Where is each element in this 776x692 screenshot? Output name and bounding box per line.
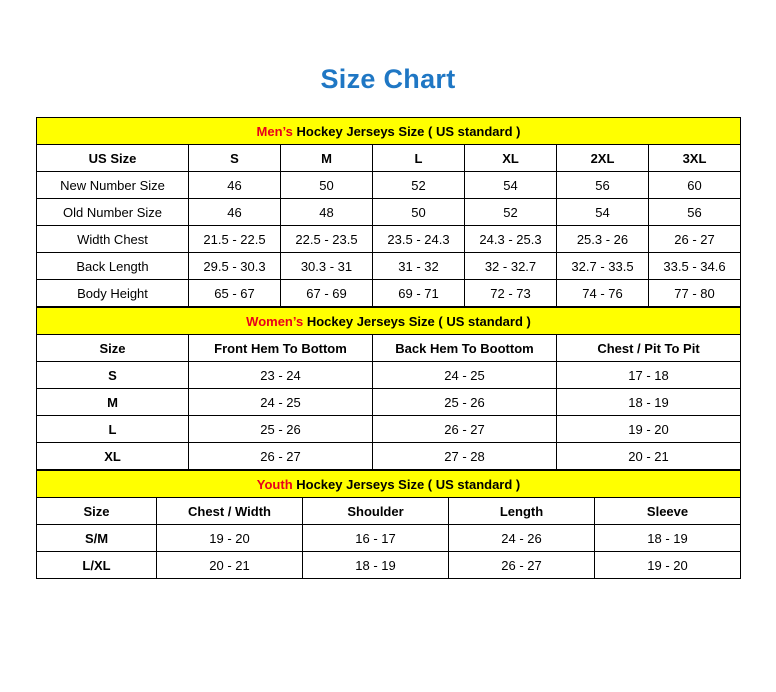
mens-r4-c4: 72 - 73 xyxy=(465,280,557,307)
mens-r4-c2: 67 - 69 xyxy=(281,280,373,307)
mens-r1-c1: 46 xyxy=(189,199,281,226)
mens-column-header-row xyxy=(37,145,741,172)
youth-header-rest: Hockey Jerseys Size ( US standard ) xyxy=(292,476,521,492)
mens-header-accent: Men’s xyxy=(256,123,293,139)
table-row xyxy=(37,552,741,579)
mens-r3-c4: 32 - 32.7 xyxy=(465,253,557,280)
mens-r2-c5: 25.3 - 26 xyxy=(557,226,649,253)
youth-col-2: Shoulder xyxy=(303,498,449,525)
womens-col-0: Size xyxy=(37,335,189,362)
mens-section-header-row xyxy=(37,118,741,145)
mens-r1-c2: 48 xyxy=(281,199,373,226)
womens-r1-c1: 24 - 25 xyxy=(189,389,373,416)
womens-size-table xyxy=(36,307,741,470)
womens-r2-c1: 25 - 26 xyxy=(189,416,373,443)
womens-r0-c2: 24 - 25 xyxy=(373,362,557,389)
table-row xyxy=(37,416,741,443)
mens-r3-c0: Back Length xyxy=(37,253,189,280)
youth-r1-c1: 20 - 21 xyxy=(157,552,303,579)
mens-r1-c3: 50 xyxy=(373,199,465,226)
mens-col-4: XL xyxy=(465,145,557,172)
mens-r1-c4: 52 xyxy=(465,199,557,226)
mens-col-5: 2XL xyxy=(557,145,649,172)
mens-section-header xyxy=(37,118,741,145)
mens-r4-c6: 77 - 80 xyxy=(649,280,741,307)
youth-r0-c1: 19 - 20 xyxy=(157,525,303,552)
womens-r1-c2: 25 - 26 xyxy=(373,389,557,416)
mens-r1-c6: 56 xyxy=(649,199,741,226)
youth-col-3: Length xyxy=(449,498,595,525)
mens-r2-c2: 22.5 - 23.5 xyxy=(281,226,373,253)
mens-r0-c1: 46 xyxy=(189,172,281,199)
youth-size-table xyxy=(36,470,741,579)
youth-r1-c0: L/XL xyxy=(37,552,157,579)
mens-r3-c2: 30.3 - 31 xyxy=(281,253,373,280)
womens-col-1: Front Hem To Bottom xyxy=(189,335,373,362)
womens-r3-c1: 26 - 27 xyxy=(189,443,373,470)
womens-r1-c0: M xyxy=(37,389,189,416)
mens-r3-c3: 31 - 32 xyxy=(373,253,465,280)
table-row xyxy=(37,226,741,253)
mens-col-3: L xyxy=(373,145,465,172)
table-row xyxy=(37,199,741,226)
size-chart-tables xyxy=(36,117,740,579)
youth-col-1: Chest / Width xyxy=(157,498,303,525)
mens-r0-c6: 60 xyxy=(649,172,741,199)
womens-r2-c3: 19 - 20 xyxy=(557,416,741,443)
table-row xyxy=(37,280,741,307)
youth-r0-c4: 18 - 19 xyxy=(595,525,741,552)
youth-column-header-row xyxy=(37,498,741,525)
mens-r2-c6: 26 - 27 xyxy=(649,226,741,253)
mens-r0-c3: 52 xyxy=(373,172,465,199)
mens-header-rest: Hockey Jerseys Size ( US standard ) xyxy=(292,123,521,139)
mens-r1-c0: Old Number Size xyxy=(37,199,189,226)
mens-r0-c2: 50 xyxy=(281,172,373,199)
womens-r3-c2: 27 - 28 xyxy=(373,443,557,470)
mens-r3-c1: 29.5 - 30.3 xyxy=(189,253,281,280)
youth-r0-c2: 16 - 17 xyxy=(303,525,449,552)
youth-r0-c3: 24 - 26 xyxy=(449,525,595,552)
mens-col-1: S xyxy=(189,145,281,172)
womens-r0-c0: S xyxy=(37,362,189,389)
youth-header-accent: Youth xyxy=(256,476,293,492)
mens-col-2: M xyxy=(281,145,373,172)
mens-r4-c3: 69 - 71 xyxy=(373,280,465,307)
table-row xyxy=(37,443,741,470)
mens-r3-c6: 33.5 - 34.6 xyxy=(649,253,741,280)
mens-r3-c5: 32.7 - 33.5 xyxy=(557,253,649,280)
mens-r4-c1: 65 - 67 xyxy=(189,280,281,307)
mens-r0-c4: 54 xyxy=(465,172,557,199)
table-row xyxy=(37,362,741,389)
table-row xyxy=(37,253,741,280)
youth-col-4: Sleeve xyxy=(595,498,741,525)
womens-section-header xyxy=(37,308,741,335)
mens-size-table xyxy=(36,117,741,307)
mens-col-0: US Size xyxy=(37,145,189,172)
womens-r3-c0: XL xyxy=(37,443,189,470)
mens-r0-c0: New Number Size xyxy=(37,172,189,199)
youth-col-0: Size xyxy=(37,498,157,525)
womens-r3-c3: 20 - 21 xyxy=(557,443,741,470)
youth-r1-c3: 26 - 27 xyxy=(449,552,595,579)
table-row xyxy=(37,525,741,552)
youth-r1-c4: 19 - 20 xyxy=(595,552,741,579)
table-row xyxy=(37,172,741,199)
womens-r1-c3: 18 - 19 xyxy=(557,389,741,416)
mens-col-6: 3XL xyxy=(649,145,741,172)
womens-col-3: Chest / Pit To Pit xyxy=(557,335,741,362)
youth-section-header-row xyxy=(37,471,741,498)
mens-r4-c0: Body Height xyxy=(37,280,189,307)
table-row xyxy=(37,389,741,416)
mens-r2-c4: 24.3 - 25.3 xyxy=(465,226,557,253)
womens-r2-c2: 26 - 27 xyxy=(373,416,557,443)
womens-section-header-row xyxy=(37,308,741,335)
mens-r0-c5: 56 xyxy=(557,172,649,199)
womens-header-accent: Women’s xyxy=(246,313,304,329)
mens-r1-c5: 54 xyxy=(557,199,649,226)
womens-r2-c0: L xyxy=(37,416,189,443)
womens-r0-c3: 17 - 18 xyxy=(557,362,741,389)
youth-section-header xyxy=(37,471,741,498)
womens-header-rest: Hockey Jerseys Size ( US standard ) xyxy=(303,313,531,329)
mens-r2-c3: 23.5 - 24.3 xyxy=(373,226,465,253)
youth-r0-c0: S/M xyxy=(37,525,157,552)
mens-r4-c5: 74 - 76 xyxy=(557,280,649,307)
womens-col-2: Back Hem To Boottom xyxy=(373,335,557,362)
womens-r0-c1: 23 - 24 xyxy=(189,362,373,389)
mens-r2-c0: Width Chest xyxy=(37,226,189,253)
youth-r1-c2: 18 - 19 xyxy=(303,552,449,579)
mens-r2-c1: 21.5 - 22.5 xyxy=(189,226,281,253)
page-title: Size Chart xyxy=(320,64,456,94)
womens-column-header-row xyxy=(37,335,741,362)
